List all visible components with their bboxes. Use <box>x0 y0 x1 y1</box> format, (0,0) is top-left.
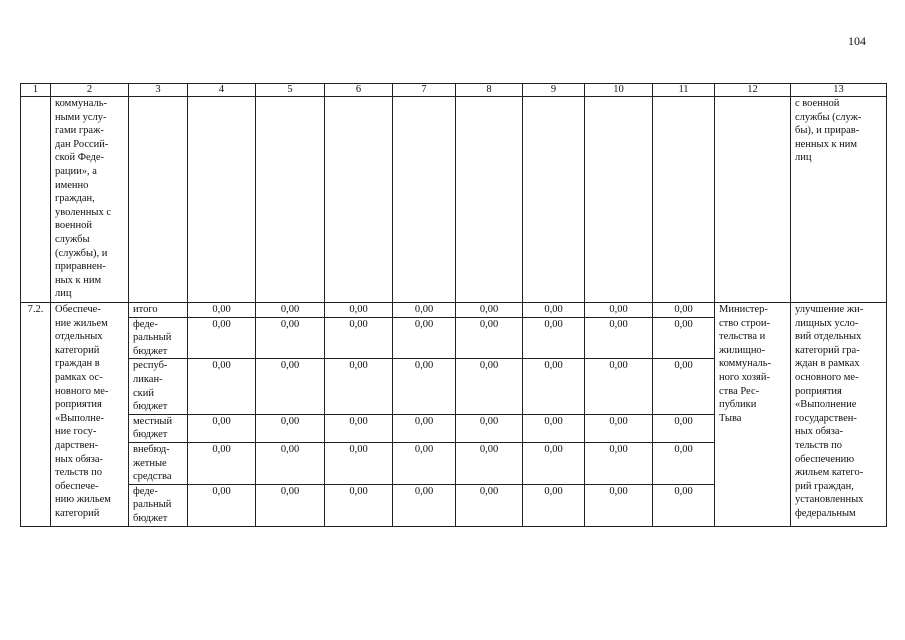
header-cell: 5 <box>256 84 325 97</box>
value-cell: 0,00 <box>456 303 523 318</box>
program-table <box>20 83 887 527</box>
value-cell: 0,00 <box>653 303 715 318</box>
continued-cell <box>256 97 325 303</box>
value-cell: 0,00 <box>256 442 325 484</box>
continued-cell <box>129 97 188 303</box>
funding-source: местный бюджет <box>129 414 188 442</box>
continued-cell <box>188 97 256 303</box>
header-cell: 11 <box>653 84 715 97</box>
header-row <box>21 84 887 97</box>
value-cell: 0,00 <box>393 303 456 318</box>
header-cell: 6 <box>325 84 393 97</box>
value-cell: 0,00 <box>523 317 585 359</box>
value-cell: 0,00 <box>325 414 393 442</box>
value-cell: 0,00 <box>393 414 456 442</box>
value-cell: 0,00 <box>585 359 653 414</box>
value-cell: 0,00 <box>653 442 715 484</box>
funding-source: феде- ральный бюджет <box>129 317 188 359</box>
value-cell: 0,00 <box>585 442 653 484</box>
continued-cell <box>456 97 523 303</box>
value-cell: 0,00 <box>585 484 653 526</box>
value-cell: 0,00 <box>585 317 653 359</box>
value-cell: 0,00 <box>325 484 393 526</box>
header-cell: 1 <box>21 84 51 97</box>
continued-row <box>21 97 887 303</box>
value-cell: 0,00 <box>188 414 256 442</box>
value-cell: 0,00 <box>393 317 456 359</box>
table-row <box>21 303 887 318</box>
item-number: 7.2. <box>21 303 51 527</box>
value-cell: 0,00 <box>393 359 456 414</box>
continued-cell <box>523 97 585 303</box>
header-cell: 7 <box>393 84 456 97</box>
value-cell: 0,00 <box>325 303 393 318</box>
continued-cell <box>653 97 715 303</box>
value-cell: 0,00 <box>188 303 256 318</box>
value-cell: 0,00 <box>188 484 256 526</box>
value-cell: 0,00 <box>256 484 325 526</box>
header-cell: 13 <box>791 84 887 97</box>
value-cell: 0,00 <box>188 359 256 414</box>
item-name: Обеспече- ние жильем отдельных категорий граждан в рамках ос- новного ме- роприятия «Выполне- ние госу- дарствен- ных обяза- тельств по обеспече- нию жильем категорий <box>51 303 129 527</box>
funding-source: респуб- ликан- ский бюджет <box>129 359 188 414</box>
value-cell: 0,00 <box>393 484 456 526</box>
funding-source: феде- ральный бюджет <box>129 484 188 526</box>
value-cell: 0,00 <box>456 484 523 526</box>
page-number: 104 <box>848 34 866 48</box>
value-cell: 0,00 <box>325 442 393 484</box>
value-cell: 0,00 <box>393 442 456 484</box>
value-cell: 0,00 <box>456 317 523 359</box>
value-cell: 0,00 <box>325 359 393 414</box>
value-cell: 0,00 <box>585 414 653 442</box>
continued-cell <box>585 97 653 303</box>
value-cell: 0,00 <box>256 414 325 442</box>
value-cell: 0,00 <box>256 359 325 414</box>
value-cell: 0,00 <box>188 317 256 359</box>
value-cell: 0,00 <box>653 317 715 359</box>
value-cell: 0,00 <box>523 303 585 318</box>
value-cell: 0,00 <box>188 442 256 484</box>
funding-source: внебюд- жетные средства <box>129 442 188 484</box>
value-cell: 0,00 <box>256 317 325 359</box>
continued-result-cell: с военной службы (служ- бы), и прирав- ненных к ним лиц <box>791 97 887 303</box>
continued-cell <box>21 97 51 303</box>
header-cell: 4 <box>188 84 256 97</box>
item-result: улучшение жи- лищных усло- вий отдельных категорий гра- ждан в рамках основного ме- роприятия «Выполнение государствен- ных обяза- тельств по обеспечению жильем катего- рий граждан, установленных федеральным <box>791 303 887 527</box>
value-cell: 0,00 <box>523 359 585 414</box>
value-cell: 0,00 <box>325 317 393 359</box>
header-cell: 12 <box>715 84 791 97</box>
header-cell: 3 <box>129 84 188 97</box>
value-cell: 0,00 <box>523 442 585 484</box>
value-cell: 0,00 <box>653 414 715 442</box>
value-cell: 0,00 <box>585 303 653 318</box>
value-cell: 0,00 <box>456 414 523 442</box>
value-cell: 0,00 <box>456 442 523 484</box>
item-executor: Министер- ство строи- тельства и жилищно- коммуналь- ного хозяй- ства Рес- публики Тыва <box>715 303 791 527</box>
header-cell: 10 <box>585 84 653 97</box>
header-cell: 9 <box>523 84 585 97</box>
value-cell: 0,00 <box>523 484 585 526</box>
continued-cell <box>715 97 791 303</box>
header-cell: 2 <box>51 84 129 97</box>
value-cell: 0,00 <box>653 359 715 414</box>
value-cell: 0,00 <box>456 359 523 414</box>
continued-cell <box>325 97 393 303</box>
value-cell: 0,00 <box>523 414 585 442</box>
continued-cell <box>393 97 456 303</box>
funding-source: итого <box>129 303 188 318</box>
value-cell: 0,00 <box>653 484 715 526</box>
continued-name-cell: коммуналь- ными услу- гами граж- дан Россий- ской Феде- рации», а именно граждан, уволенных с военной службы (службы), и приравнен- ных к ним лиц <box>51 97 129 303</box>
value-cell: 0,00 <box>256 303 325 318</box>
header-cell: 8 <box>456 84 523 97</box>
